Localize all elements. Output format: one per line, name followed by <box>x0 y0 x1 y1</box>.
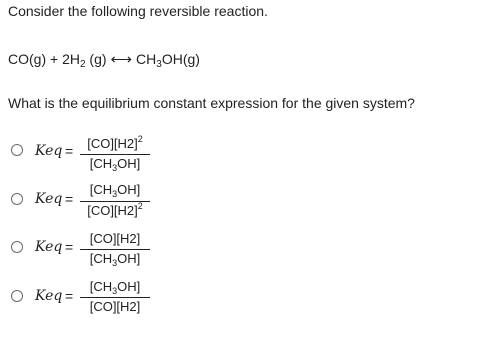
equals-sign: = <box>65 288 74 304</box>
denominator <box>80 203 150 218</box>
denominator-text: [CO][H2] <box>87 203 138 218</box>
numerator-text: [CH <box>89 279 113 294</box>
equals-sign: = <box>65 191 74 207</box>
numerator <box>80 231 150 246</box>
numerator-text: [CO][H2] <box>89 231 141 246</box>
intro-text: Consider the following reversible reaction. <box>8 3 268 19</box>
numerator-text: [CH <box>89 182 113 197</box>
numerator-text: [CO][H2] <box>87 136 138 151</box>
keq-label: Keq <box>35 143 63 159</box>
reactants-part2: (g) <box>85 51 107 67</box>
h2-subscript: 2 <box>79 59 86 70</box>
denominator-subscript: 3 <box>112 258 118 268</box>
reactants-part1: CO(g) + 2H <box>8 51 80 67</box>
numerator-superscript: 2 <box>137 134 143 144</box>
fraction-bar <box>80 249 150 250</box>
answer-option-3[interactable] <box>10 233 310 273</box>
reversible-arrow-icon: ⟷ <box>110 51 133 68</box>
denominator <box>80 299 150 314</box>
answer-option-1[interactable] <box>10 134 310 178</box>
denominator-text-end: OH] <box>117 156 141 171</box>
ch3-subscript: 3 <box>156 59 162 70</box>
numerator-text-end: OH] <box>117 182 141 197</box>
answer-option-2[interactable] <box>10 184 310 224</box>
denominator-text: [CH <box>89 251 113 266</box>
denominator-superscript: 2 <box>137 201 143 211</box>
keq-label: Keq <box>35 239 63 255</box>
numerator-text-end: OH] <box>117 279 141 294</box>
keq-label: Keq <box>35 288 63 304</box>
radio-button-1[interactable] <box>11 144 23 156</box>
radio-button-4[interactable] <box>11 290 23 302</box>
denominator-text-end: OH] <box>117 251 141 266</box>
numerator <box>80 136 150 151</box>
numerator-subscript: 3 <box>112 286 118 296</box>
fraction-bar <box>80 154 150 155</box>
numerator-subscript: 3 <box>112 189 118 199</box>
reaction-equation <box>8 50 200 68</box>
numerator <box>80 182 150 197</box>
product-part2: OH(g) <box>161 51 200 67</box>
denominator <box>80 156 150 171</box>
equals-sign: = <box>65 143 74 159</box>
denominator-text: [CO][H2] <box>89 299 141 314</box>
question-text: What is the equilibrium constant expression for the given system? <box>8 95 415 111</box>
radio-button-2[interactable] <box>11 193 23 205</box>
radio-button-3[interactable] <box>11 241 23 253</box>
denominator-subscript: 3 <box>112 163 118 173</box>
denominator-text: [CH <box>89 156 113 171</box>
fraction-bar <box>80 297 150 298</box>
denominator <box>80 251 150 266</box>
keq-label: Keq <box>35 191 63 207</box>
answer-option-4[interactable] <box>10 281 310 321</box>
equals-sign: = <box>65 239 74 255</box>
product-part1: CH <box>136 51 157 67</box>
numerator <box>80 279 150 294</box>
